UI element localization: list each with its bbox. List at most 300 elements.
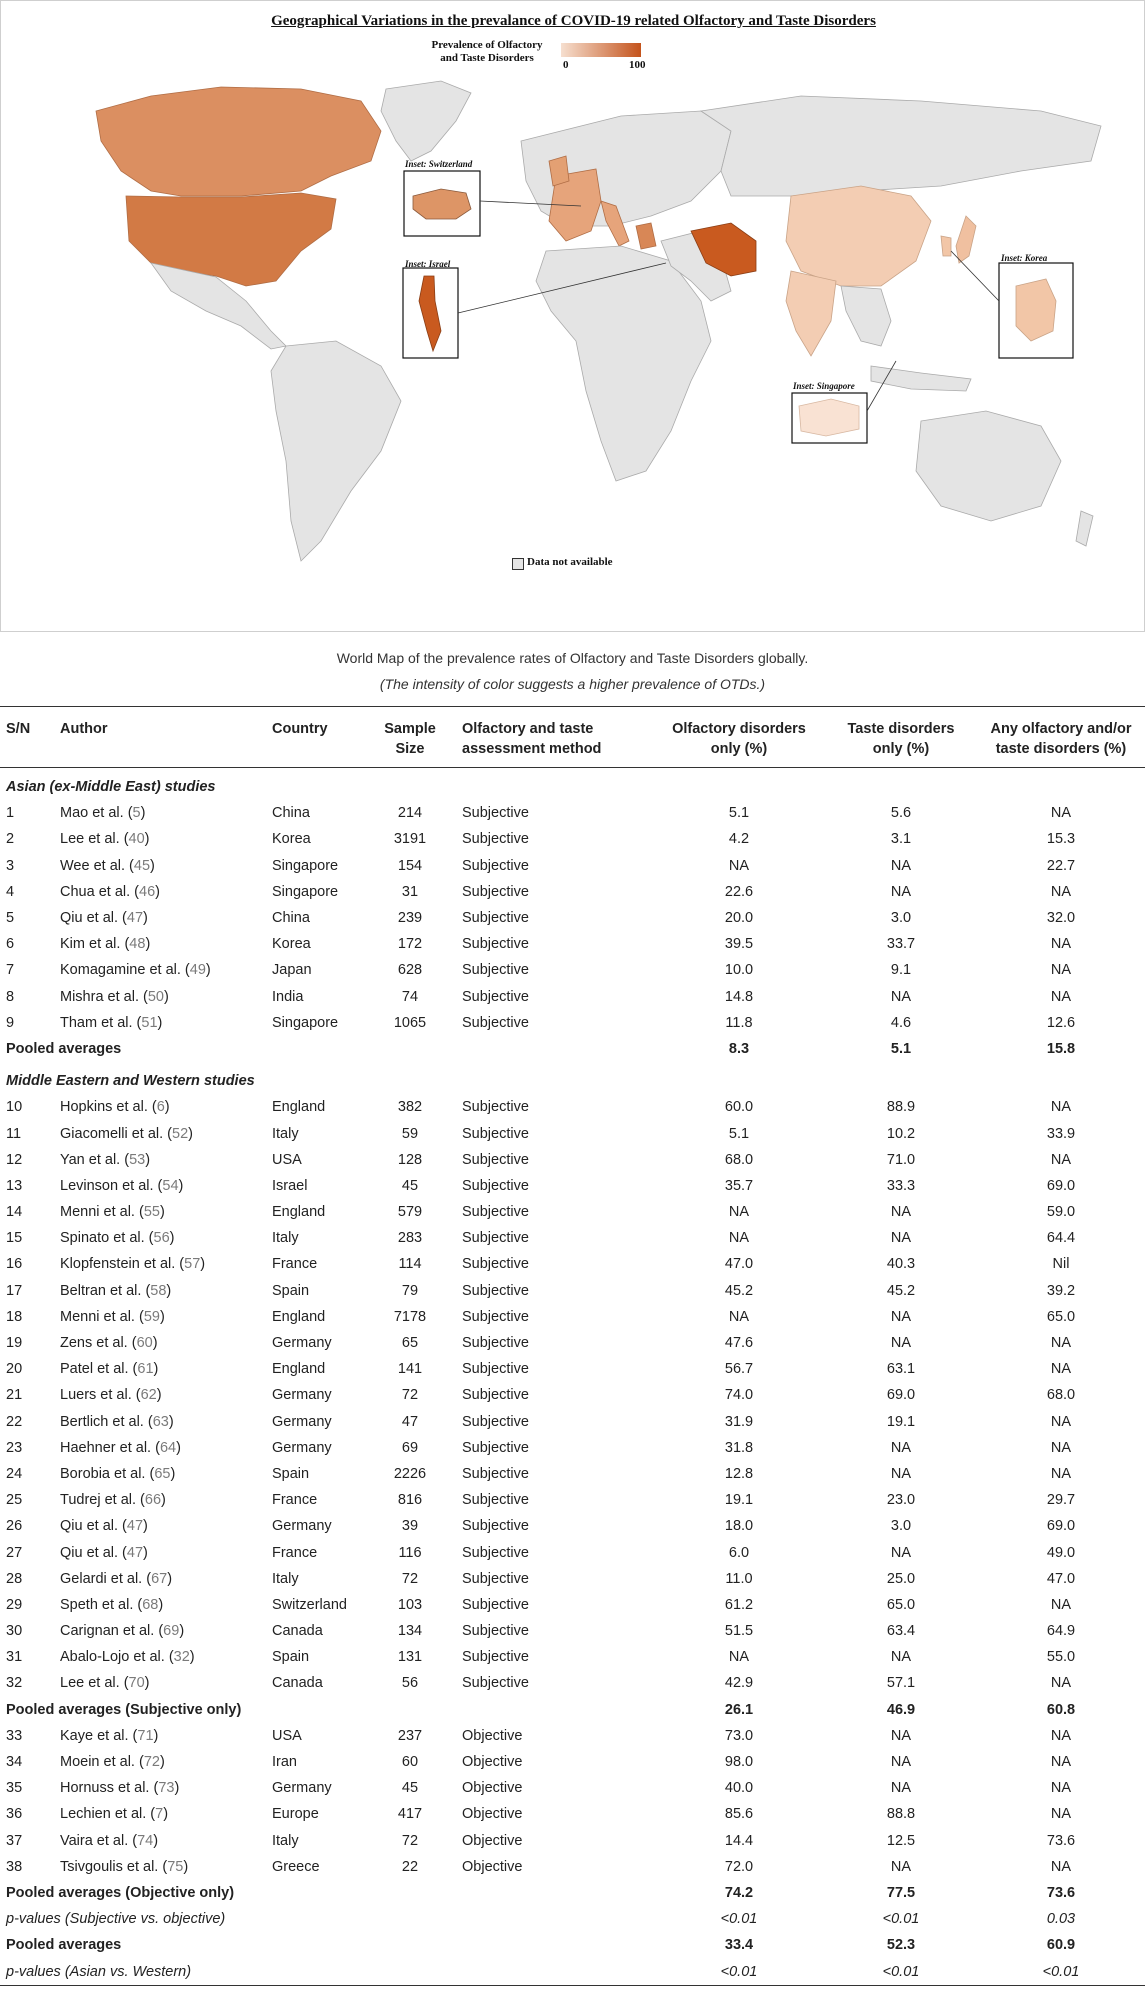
sn-cell: 15: [6, 1230, 23, 1247]
sn-cell: 30: [6, 1623, 23, 1640]
na-legend-label: Data not available: [527, 556, 613, 568]
reference-link[interactable]: 68: [142, 1596, 159, 1613]
inset-korea-shape: [1016, 279, 1056, 341]
reference-link[interactable]: 57: [184, 1256, 201, 1273]
taste-cell: 40.3: [886, 1256, 916, 1273]
taste-cell: 5.1: [890, 1040, 912, 1057]
method-cell: Subjective: [462, 1125, 529, 1142]
any-cell: 33.9: [1046, 1125, 1076, 1142]
table-row: [0, 1670, 1145, 1696]
method-cell: Subjective: [462, 1151, 529, 1168]
method-cell: Subjective: [462, 1099, 529, 1116]
legend-max-label: 100: [629, 59, 646, 71]
legend-title: Prevalence of Olfactory and Taste Disorders: [431, 39, 543, 64]
sample-size-cell: 237: [397, 1727, 423, 1744]
olfactory-cell: 74.2: [724, 1884, 754, 1901]
sample-size-cell: 79: [401, 1282, 419, 1299]
author-name: Chua et al.: [60, 883, 131, 900]
olfactory-cell: 60.0: [724, 1099, 754, 1116]
header-author: Author: [54, 707, 266, 768]
sn-cell: 31: [6, 1649, 23, 1666]
method-cell: Subjective: [462, 1256, 529, 1273]
table-row: [0, 1487, 1145, 1513]
method-cell: Objective: [462, 1780, 523, 1797]
author-name: Tsivgoulis et al.: [60, 1858, 159, 1875]
any-cell: 22.7: [1046, 857, 1076, 874]
olfactory-cell: 51.5: [724, 1623, 754, 1640]
sample-size-cell: 131: [397, 1649, 423, 1666]
olfactory-cell: 18.0: [724, 1518, 754, 1535]
table-pooled-row: [0, 1036, 1145, 1062]
author-cell: Luers et al. (62): [60, 1387, 162, 1404]
map-title: Geographical Variations in the prevalance of COVID-19 related Olfactory and Taste Disorders: [271, 13, 876, 29]
olfactory-cell: 61.2: [724, 1596, 754, 1613]
sn-cell: 21: [6, 1387, 23, 1404]
table-row: [0, 1278, 1145, 1304]
any-cell: 59.0: [1046, 1204, 1076, 1221]
author-name: Spinato et al.: [60, 1230, 145, 1247]
olfactory-cell: 8.3: [728, 1040, 750, 1057]
author-cell: Qiu et al. (47): [60, 1518, 148, 1535]
reference-link[interactable]: 50: [147, 988, 164, 1005]
olfactory-cell: NA: [728, 1649, 750, 1666]
taste-cell: 88.8: [886, 1806, 916, 1823]
taste-cell: 4.6: [890, 1014, 912, 1031]
author-cell: Patel et al. (61): [60, 1361, 159, 1378]
author-cell: Tudrej et al. (66): [60, 1492, 166, 1509]
any-cell: 29.7: [1046, 1492, 1076, 1509]
table-row: [0, 1330, 1145, 1356]
olfactory-cell: 22.6: [724, 883, 754, 900]
olfactory-cell: 56.7: [724, 1361, 754, 1378]
method-cell: Subjective: [462, 1308, 529, 1325]
author-name: Bertlich et al.: [60, 1413, 144, 1430]
any-cell: 55.0: [1046, 1649, 1076, 1666]
country-cell: England: [272, 1099, 326, 1116]
olfactory-cell: 31.8: [724, 1439, 754, 1456]
author-cell: Levinson et al. (54): [60, 1177, 184, 1194]
inset-korea-pointer: [951, 251, 999, 301]
reference-link[interactable]: 56: [153, 1230, 170, 1247]
sn-cell: 3: [6, 857, 15, 874]
table-row: [0, 1304, 1145, 1330]
olfactory-cell: 33.4: [724, 1937, 754, 1954]
author-cell: Beltran et al. (58): [60, 1282, 172, 1299]
country-cell: England: [272, 1361, 326, 1378]
sample-size-cell: 74: [401, 988, 419, 1005]
olfactory-cell: 98.0: [724, 1754, 754, 1771]
table-row: [0, 931, 1145, 957]
method-cell: Subjective: [462, 962, 529, 979]
reference-link[interactable]: 53: [129, 1151, 146, 1168]
author-name: Hopkins et al.: [60, 1099, 148, 1116]
table-row: [0, 1251, 1145, 1277]
country-cell: China: [272, 805, 310, 822]
olfactory-cell: 85.6: [724, 1806, 754, 1823]
reference-link[interactable]: 47: [126, 1518, 144, 1535]
sample-size-cell: 72: [401, 1570, 419, 1587]
sn-cell: 17: [6, 1282, 23, 1299]
method-cell: Objective: [462, 1858, 523, 1875]
author-name: Qiu et al.: [60, 910, 119, 927]
sn-cell: 1: [6, 805, 15, 822]
table-row: [0, 1801, 1145, 1827]
taste-cell: NA: [890, 1754, 912, 1771]
author-name: Mao et al.: [60, 805, 124, 822]
reference-link[interactable]: 61: [137, 1361, 154, 1378]
table-row: [0, 1723, 1145, 1749]
new-zealand-shape: [1076, 511, 1093, 546]
method-cell: Subjective: [462, 857, 529, 874]
taste-cell: 52.3: [886, 1937, 916, 1954]
sn-cell: 6: [6, 936, 15, 953]
method-cell: Subjective: [462, 883, 529, 900]
taste-cell: 12.5: [886, 1832, 916, 1849]
prevalence-table: [0, 706, 1145, 1986]
sn-cell: 37: [6, 1832, 23, 1849]
table-row: [0, 1618, 1145, 1644]
any-cell: 49.0: [1046, 1544, 1076, 1561]
sample-size-cell: 69: [401, 1439, 419, 1456]
legend-min-label: 0: [563, 59, 569, 71]
method-cell: Subjective: [462, 805, 529, 822]
sample-size-cell: 45: [401, 1780, 419, 1797]
any-cell: 60.8: [1046, 1701, 1076, 1718]
method-cell: Subjective: [462, 1439, 529, 1456]
sn-cell: 24: [6, 1465, 23, 1482]
author-cell: Gelardi et al. (67): [60, 1570, 173, 1587]
reference-link[interactable]: 73: [158, 1780, 175, 1797]
sample-size-cell: 45: [401, 1177, 419, 1194]
olfactory-cell: NA: [728, 1230, 750, 1247]
reference-link[interactable]: 70: [128, 1675, 145, 1692]
sn-cell: 12: [6, 1151, 23, 1168]
taste-cell: 10.2: [886, 1125, 916, 1142]
author-name: Zens et al.: [60, 1335, 128, 1352]
olfactory-cell: 14.8: [724, 988, 754, 1005]
taste-cell: NA: [890, 1858, 912, 1875]
method-cell: Subjective: [462, 1570, 529, 1587]
reference-link[interactable]: 54: [162, 1177, 179, 1194]
reference-link[interactable]: 69: [163, 1623, 180, 1640]
taste-cell: 63.1: [886, 1361, 916, 1378]
olfactory-cell: 5.1: [728, 805, 750, 822]
taste-cell: 3.0: [890, 1518, 912, 1535]
table-row: [0, 800, 1145, 826]
reference-link[interactable]: 52: [172, 1125, 189, 1142]
author-cell: Komagamine et al. (49): [60, 962, 211, 979]
sample-size-cell: 114: [398, 1256, 422, 1273]
method-cell: Subjective: [462, 1675, 529, 1692]
author-name: Vaira et al.: [60, 1832, 129, 1849]
country-cell: Spain: [272, 1282, 310, 1299]
country-cell: Germany: [272, 1439, 332, 1456]
author-cell: Moein et al. (72): [60, 1754, 165, 1771]
author-cell: Carignan et al. (69): [60, 1623, 185, 1640]
reference-link[interactable]: 64: [159, 1439, 177, 1456]
reference-link[interactable]: 71: [137, 1727, 154, 1744]
olfactory-cell: 31.9: [724, 1413, 754, 1430]
country-cell: Iran: [272, 1754, 297, 1771]
sample-size-cell: 47: [401, 1413, 419, 1430]
sn-cell: 5: [6, 910, 15, 927]
sample-size-cell: 154: [397, 857, 423, 874]
country-cell: Italy: [272, 1230, 299, 1247]
na-legend-swatch: [512, 558, 524, 570]
country-cell: England: [272, 1308, 326, 1325]
country-cell: Canada: [272, 1675, 323, 1692]
taste-cell: NA: [890, 1204, 912, 1221]
world-map-svg: [1, 1, 1145, 633]
country-cell: Singapore: [272, 1014, 339, 1031]
any-cell: NA: [1050, 1439, 1072, 1456]
sample-size-cell: 628: [397, 962, 423, 979]
table-body: [0, 768, 1145, 1986]
sample-size-cell: 134: [397, 1623, 423, 1640]
table-row: [0, 1461, 1145, 1487]
table-row: [0, 905, 1145, 931]
olfactory-cell: 35.7: [724, 1177, 754, 1194]
author-cell: Mao et al. (5): [60, 805, 146, 822]
sn-cell: 20: [6, 1361, 23, 1378]
author-cell: Yan et al. (53): [60, 1151, 151, 1168]
author-name: Borobia et al.: [60, 1465, 146, 1482]
any-cell: 65.0: [1046, 1308, 1076, 1325]
country-cell: Germany: [272, 1780, 332, 1797]
author-name: Carignan et al.: [60, 1623, 155, 1640]
reference-link[interactable]: 45: [133, 857, 151, 874]
country-cell: Korea: [272, 936, 311, 953]
any-cell: NA: [1050, 1596, 1072, 1613]
reference-link[interactable]: 65: [154, 1465, 171, 1482]
header-taste: Taste disorders only (%): [825, 707, 977, 768]
author-cell: Kaye et al. (71): [60, 1727, 159, 1744]
sample-size-cell: 59: [401, 1125, 419, 1142]
olfactory-cell: <0.01: [653, 1958, 825, 1985]
taste-cell: NA: [890, 1727, 912, 1744]
table-pooled-row: [0, 1932, 1145, 1958]
table-row: [0, 1513, 1145, 1539]
any-cell: NA: [1050, 805, 1072, 822]
sample-size-cell: 31: [401, 883, 419, 900]
olfactory-cell: 42.9: [724, 1675, 754, 1692]
any-cell: Nil: [1052, 1256, 1070, 1273]
country-cell: Japan: [272, 962, 312, 979]
any-cell: NA: [1050, 883, 1072, 900]
reference-link[interactable]: 63: [152, 1413, 169, 1430]
inset-singapore-shape: [799, 399, 859, 436]
author-name: Lee et al.: [60, 1675, 120, 1692]
sn-cell: 18: [6, 1308, 23, 1325]
any-cell: 64.9: [1046, 1623, 1076, 1640]
author-cell: Borobia et al. (65): [60, 1465, 176, 1482]
taste-cell: 3.1: [890, 831, 912, 848]
inset-singapore-label: Inset: Singapore: [793, 381, 855, 391]
method-cell: Objective: [462, 1806, 523, 1823]
author-cell: Vaira et al. (74): [60, 1832, 159, 1849]
sample-size-cell: 116: [398, 1544, 422, 1561]
table-row: [0, 1644, 1145, 1670]
olfactory-cell: 5.1: [728, 1125, 750, 1142]
author-name: Levinson et al.: [60, 1177, 154, 1194]
sample-size-cell: 816: [397, 1492, 423, 1509]
greenland-shape: [381, 81, 471, 161]
table-row: [0, 984, 1145, 1010]
table-row: [0, 1828, 1145, 1854]
sample-size-cell: 579: [397, 1204, 423, 1221]
table-row: [0, 1225, 1145, 1251]
reference-link[interactable]: 72: [143, 1754, 160, 1771]
reference-link[interactable]: 40: [128, 831, 145, 848]
olfactory-cell: NA: [728, 857, 750, 874]
table-row: [0, 1539, 1145, 1565]
sample-size-cell: 239: [397, 910, 423, 927]
sn-cell: 8: [6, 988, 15, 1005]
country-cell: Spain: [272, 1649, 310, 1666]
reference-link[interactable]: 51: [141, 1014, 158, 1031]
taste-cell: 46.9: [886, 1701, 916, 1718]
group-label: Middle Eastern and Western studies: [6, 1073, 255, 1090]
reference-link[interactable]: 75: [167, 1858, 184, 1875]
sn-cell: 4: [6, 883, 15, 900]
reference-link[interactable]: 58: [150, 1282, 167, 1299]
reference-link[interactable]: 59: [143, 1308, 160, 1325]
sn-cell: 33: [6, 1727, 23, 1744]
sn-cell: 13: [6, 1177, 23, 1194]
taste-cell: NA: [890, 857, 912, 874]
reference-link[interactable]: 5: [132, 805, 141, 822]
olfactory-cell: 10.0: [724, 962, 754, 979]
author-name: Kim et al.: [60, 936, 121, 953]
reference-link[interactable]: 48: [129, 936, 146, 953]
author-cell: Haehner et al. (64): [60, 1439, 181, 1456]
country-cell: Italy: [272, 1570, 299, 1587]
inset-israel-label: Inset: Israel: [405, 259, 451, 269]
method-cell: Subjective: [462, 1014, 529, 1031]
reference-link[interactable]: 74: [137, 1832, 154, 1849]
reference-link[interactable]: 6: [156, 1099, 165, 1116]
taste-cell: 25.0: [886, 1570, 916, 1587]
world-map-figure: [0, 0, 1145, 632]
sample-size-cell: 72: [401, 1832, 419, 1849]
taste-cell: 23.0: [886, 1492, 916, 1509]
method-cell: Subjective: [462, 1361, 529, 1378]
reference-link[interactable]: 47: [126, 910, 144, 927]
method-cell: Objective: [462, 1727, 523, 1744]
any-cell: NA: [1050, 1780, 1072, 1797]
sn-cell: 25: [6, 1492, 23, 1509]
sample-size-cell: 72: [401, 1387, 419, 1404]
country-cell: USA: [272, 1151, 302, 1168]
olfactory-cell: 74.0: [724, 1387, 754, 1404]
author-cell: Qiu et al. (47): [60, 1544, 148, 1561]
country-cell: Israel: [272, 1177, 308, 1194]
author-name: Luers et al.: [60, 1387, 132, 1404]
country-cell: France: [272, 1492, 318, 1509]
sn-cell: 29: [6, 1596, 23, 1613]
sn-cell: 38: [6, 1858, 23, 1875]
author-name: Menni et al.: [60, 1204, 135, 1221]
table-row: [0, 1010, 1145, 1036]
method-cell: Subjective: [462, 936, 529, 953]
author-cell: Giacomelli et al. (52): [60, 1125, 193, 1142]
country-cell: Greece: [272, 1858, 320, 1875]
reference-link[interactable]: 47: [126, 1544, 144, 1561]
sample-size-cell: 39: [401, 1518, 419, 1535]
taste-cell: 65.0: [886, 1596, 916, 1613]
author-name: Gelardi et al.: [60, 1570, 143, 1587]
sample-size-cell: 417: [397, 1806, 423, 1823]
header-any: Any olfactory and/or taste disorders (%): [977, 707, 1145, 768]
pvalue-label: p-values (Subjective vs. objective): [6, 1911, 226, 1928]
taste-cell: NA: [890, 1230, 912, 1247]
reference-link[interactable]: 66: [144, 1492, 162, 1509]
olfactory-cell: NA: [728, 1204, 750, 1221]
method-cell: Subjective: [462, 831, 529, 848]
method-cell: Subjective: [462, 1623, 529, 1640]
sn-cell: 26: [6, 1518, 23, 1535]
country-cell: Europe: [272, 1806, 319, 1823]
any-cell: 12.6: [1046, 1014, 1076, 1031]
reference-link[interactable]: 7: [155, 1806, 164, 1823]
method-cell: Subjective: [462, 1177, 529, 1194]
pooled-label: Pooled averages (Objective only): [6, 1884, 235, 1901]
canada-shape: [96, 87, 381, 196]
sample-size-cell: 60: [401, 1754, 419, 1771]
reference-link[interactable]: 60: [136, 1335, 153, 1352]
country-cell: Italy: [272, 1125, 299, 1142]
table-row: [0, 1382, 1145, 1408]
taste-cell: NA: [890, 1544, 912, 1561]
author-name: Klopfenstein et al.: [60, 1256, 176, 1273]
taste-cell: <0.01: [825, 1958, 977, 1985]
author-cell: Lee et al. (70): [60, 1675, 150, 1692]
olfactory-cell: 39.5: [724, 936, 754, 953]
olfactory-cell: 73.0: [724, 1727, 754, 1744]
reference-link[interactable]: 55: [143, 1204, 160, 1221]
pooled-label: Pooled averages: [6, 1040, 122, 1057]
sn-cell: 10: [6, 1099, 23, 1116]
header-country: Country: [266, 707, 364, 768]
reference-link[interactable]: 49: [189, 962, 206, 979]
reference-link[interactable]: 46: [139, 883, 156, 900]
any-cell: NA: [1050, 936, 1072, 953]
olfactory-cell: 47.0: [724, 1256, 754, 1273]
any-cell: NA: [1050, 1858, 1072, 1875]
any-cell: 60.9: [1046, 1937, 1076, 1954]
country-cell: Germany: [272, 1335, 332, 1352]
reference-link[interactable]: 32: [173, 1649, 190, 1666]
olfactory-cell: 40.0: [724, 1780, 754, 1797]
author-name: Haehner et al.: [60, 1439, 152, 1456]
taste-cell: 71.0: [886, 1151, 916, 1168]
olfactory-cell: NA: [728, 1308, 750, 1325]
taste-cell: NA: [890, 1439, 912, 1456]
country-cell: Germany: [272, 1518, 332, 1535]
reference-link[interactable]: 62: [140, 1387, 157, 1404]
author-cell: Qiu et al. (47): [60, 910, 148, 927]
reference-link[interactable]: 67: [151, 1570, 168, 1587]
olfactory-cell: 72.0: [724, 1858, 754, 1875]
table-row: [0, 1775, 1145, 1801]
author-name: Wee et al.: [60, 857, 126, 874]
any-cell: NA: [1050, 1675, 1072, 1692]
author-cell: Hornuss et al. (73): [60, 1780, 180, 1797]
sample-size-cell: 7178: [393, 1308, 427, 1325]
method-cell: Subjective: [462, 1230, 529, 1247]
method-cell: Subjective: [462, 1544, 529, 1561]
country-cell: Singapore: [272, 857, 339, 874]
